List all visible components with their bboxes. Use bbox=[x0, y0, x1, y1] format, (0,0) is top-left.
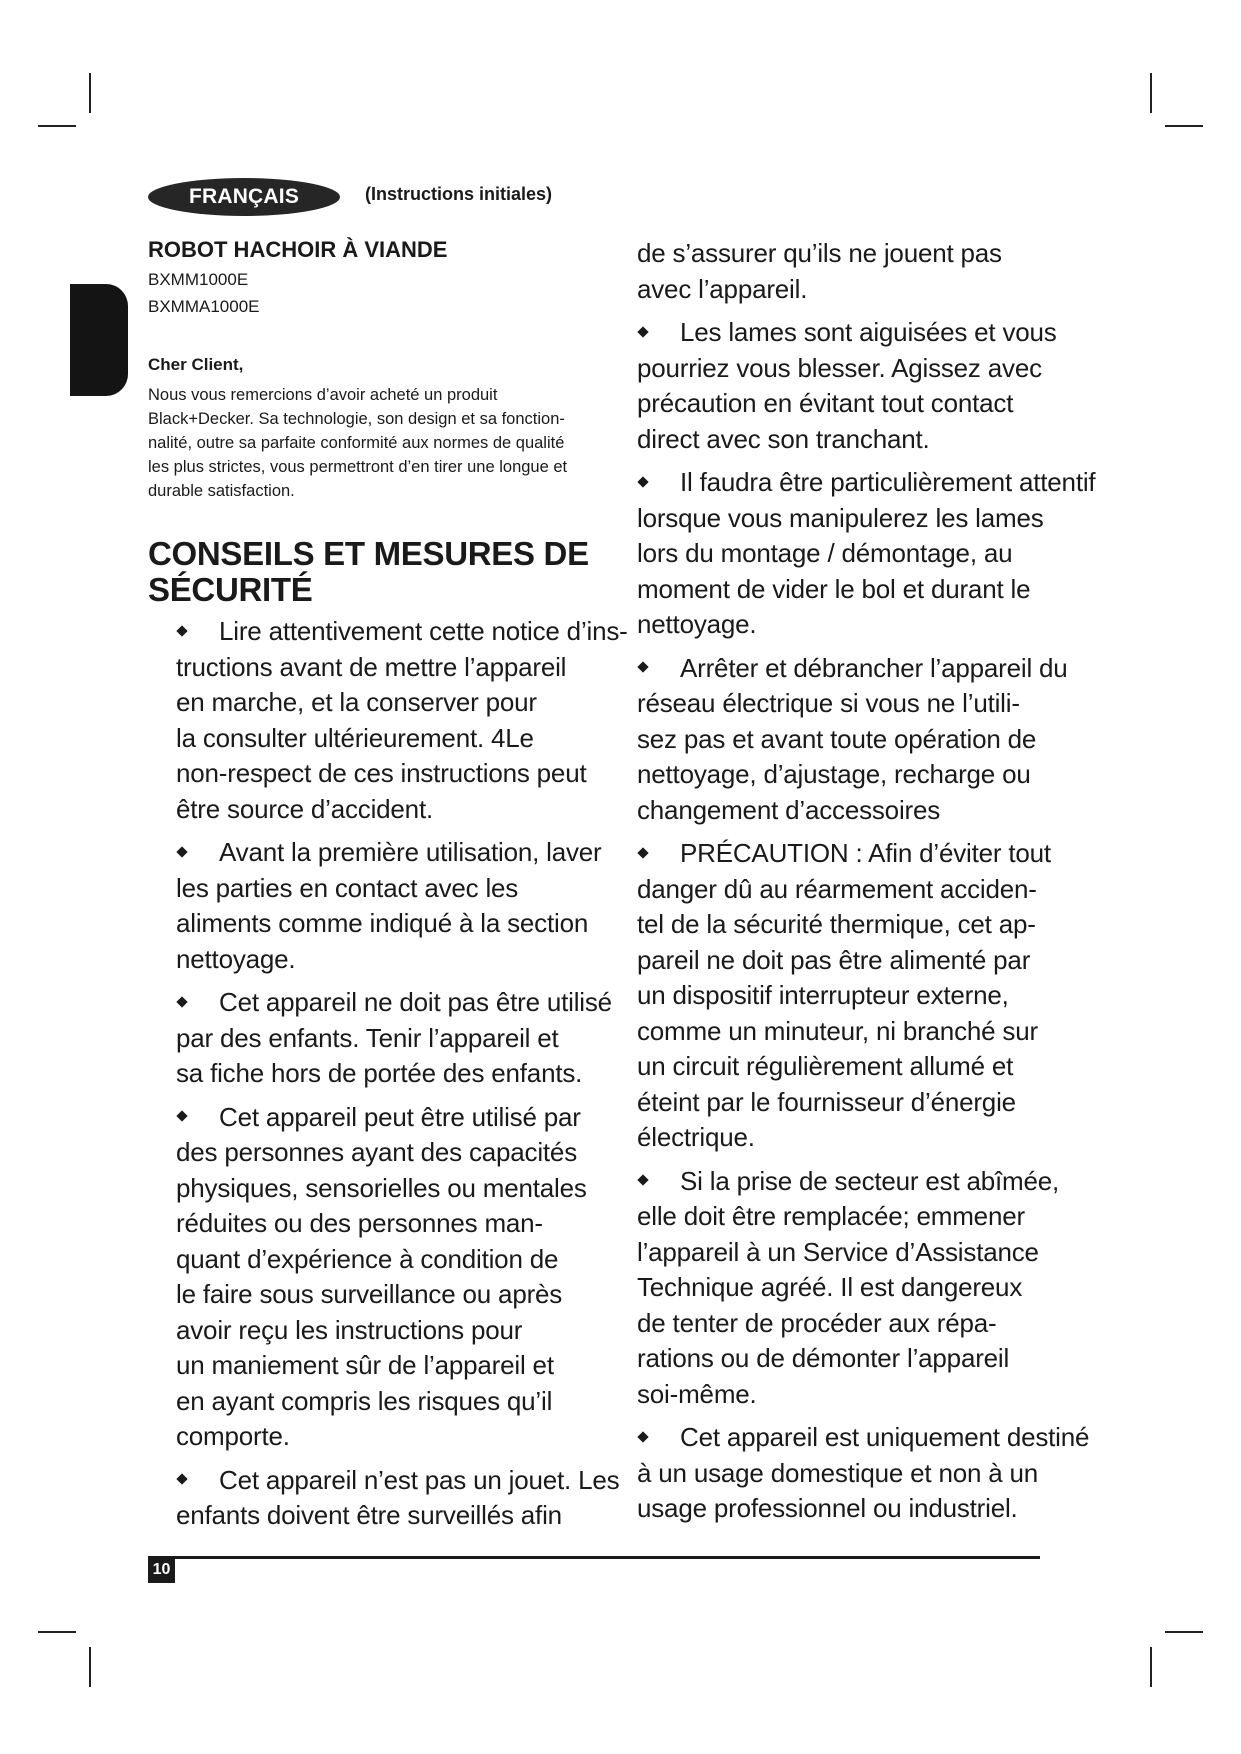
text-line: tructions avant de mettre l’appareil bbox=[176, 651, 567, 682]
text-line: à un usage domestique et non à un bbox=[637, 1457, 1039, 1488]
bullet-item bbox=[176, 1100, 636, 1455]
bullet-first-line: Cet appareil peut être utilisé par bbox=[219, 1101, 581, 1132]
text-line: non-respect de ces instructions peut bbox=[176, 758, 587, 788]
text-line: le faire sous surveillance ou après bbox=[176, 1279, 563, 1309]
text-line: pourriez vous blesser. Agissez avec bbox=[637, 352, 1042, 383]
bullet-diamond-icon bbox=[637, 661, 648, 672]
text-line: lorsque vous manipulerez les lames bbox=[637, 502, 1044, 533]
text-line bbox=[637, 1420, 1107, 1456]
text-line: réduites ou des personnes man- bbox=[176, 1208, 543, 1238]
text-line: en marche, et la conserver pour bbox=[176, 687, 537, 717]
text-line: avoir reçu les instructions pour bbox=[176, 1314, 523, 1345]
text-line: nettoyage, d’ajustage, recharge ou bbox=[637, 759, 1031, 789]
text-line: physiques, sensorielles ou mentales bbox=[176, 1172, 587, 1203]
bullet-item bbox=[637, 1164, 1107, 1413]
bullet-first-line: Lire attentivement cette notice d’ins- bbox=[219, 616, 628, 646]
intro-line: nalité, outre sa parfaite conformité aux normes de qualité bbox=[148, 434, 565, 452]
bullet-item bbox=[637, 315, 1107, 457]
intro-paragraph bbox=[148, 383, 588, 503]
bullet-first-line: Cet appareil ne doit pas être utilisé bbox=[219, 987, 612, 1017]
bullet-first-line: Si la prise de secteur est abîmée, bbox=[680, 1165, 1060, 1196]
footer-rule bbox=[148, 1556, 1040, 1559]
bullet-first-line: Cet appareil est uniquement destiné bbox=[680, 1422, 1090, 1452]
crop-mark bbox=[1150, 73, 1152, 113]
section-heading bbox=[148, 536, 589, 608]
bullet-first-line: Il faudra être particulièrement attentif bbox=[680, 467, 1096, 497]
bullet-diamond-icon bbox=[176, 846, 187, 857]
bullet-first-line: Cet appareil n’est pas un jouet. Les bbox=[219, 1464, 620, 1495]
bullet-diamond-icon bbox=[176, 996, 187, 1007]
bullet-first-line: PRÉCAUTION : Afin d’éviter tout bbox=[680, 838, 1051, 868]
text-line: la consulter ultérieurement. 4Le bbox=[176, 722, 534, 753]
text-line bbox=[637, 315, 1107, 351]
bullet-item bbox=[176, 614, 636, 827]
text-line: nettoyage. bbox=[637, 609, 757, 639]
text-line: lors du montage / démontage, au bbox=[637, 538, 1013, 568]
model-number: BXMMA1000E bbox=[148, 297, 260, 316]
text-line: comporte. bbox=[176, 1421, 290, 1451]
text-line: danger dû au réarmement acciden- bbox=[637, 873, 1037, 904]
crop-mark bbox=[1165, 125, 1203, 127]
text-line bbox=[176, 614, 636, 650]
text-line: éteint par le fournisseur d’énergie bbox=[637, 1086, 1016, 1117]
text-line: un maniement sûr de l’appareil et bbox=[176, 1350, 554, 1380]
text-line: électrique. bbox=[637, 1122, 755, 1152]
bullet-diamond-icon bbox=[176, 625, 187, 636]
language-edge-tab bbox=[70, 284, 128, 396]
text-line: comme un minuteur, ni branché sur bbox=[637, 1015, 1038, 1046]
model-number: BXMM1000E bbox=[148, 270, 249, 289]
intro-line: les plus strictes, vous permettront d’en tirer une longue et bbox=[148, 458, 568, 476]
bullet-item bbox=[176, 985, 636, 1092]
text-line: des personnes ayant des capacités bbox=[176, 1137, 577, 1167]
text-line: en ayant compris les risques qu’il bbox=[176, 1385, 553, 1416]
page-number: 10 bbox=[148, 1557, 175, 1583]
text-line bbox=[637, 1164, 1107, 1200]
text-line: soi-même. bbox=[637, 1378, 757, 1409]
bullet-item bbox=[176, 835, 636, 977]
bullet-item bbox=[637, 465, 1107, 643]
text-line: sez pas et avant toute opération de bbox=[637, 723, 1037, 754]
text-line bbox=[176, 835, 636, 871]
bullet-item bbox=[637, 1420, 1107, 1527]
bullet-diamond-icon bbox=[176, 1473, 187, 1484]
intro-line: Nous vous remercions d’avoir acheté un produit bbox=[148, 386, 498, 404]
text-line bbox=[637, 465, 1107, 501]
intro-line: Black+Decker. Sa technologie, son design et sa fonction- bbox=[148, 410, 565, 428]
text-line: l’appareil à un Service d’Assistance bbox=[637, 1236, 1039, 1267]
text-line: tel de la sécurité thermique, cet ap- bbox=[637, 909, 1036, 939]
text-line: un dispositif interrupteur externe, bbox=[637, 980, 1009, 1010]
text-line: aliments comme indiqué à la section bbox=[176, 908, 589, 938]
text-line bbox=[637, 651, 1107, 687]
right-bullet-list bbox=[637, 315, 1107, 1527]
text-line: être source d’accident. bbox=[176, 793, 433, 824]
bullet-diamond-icon bbox=[637, 476, 648, 487]
crop-mark bbox=[89, 73, 91, 113]
left-column bbox=[176, 614, 636, 1542]
text-line: direct avec son tranchant. bbox=[637, 423, 930, 454]
text-line: elle doit être remplacée; emmener bbox=[637, 1201, 1025, 1231]
text-line bbox=[176, 1463, 636, 1499]
greeting: Cher Client, bbox=[148, 355, 244, 374]
section-heading-line: SÉCURITÉ bbox=[148, 571, 313, 608]
language-subtitle: (Instructions initiales) bbox=[365, 184, 553, 204]
text-line bbox=[176, 985, 636, 1021]
bullet-item bbox=[637, 836, 1107, 1156]
crop-mark bbox=[38, 125, 76, 127]
language-badge: FRANÇAIS bbox=[148, 178, 340, 216]
text-line: usage professionnel ou industriel. bbox=[637, 1493, 1018, 1523]
intro-line: durable satisfaction. bbox=[148, 482, 295, 500]
text-line: les parties en contact avec les bbox=[176, 872, 519, 903]
text-line: sa fiche hors de portée des enfants. bbox=[176, 1058, 583, 1088]
crop-mark bbox=[38, 1631, 76, 1633]
crop-mark bbox=[1150, 1647, 1152, 1687]
bullet-first-line: Arrêter et débrancher l’appareil du bbox=[680, 652, 1068, 683]
text-line: de s’assurer qu’ils ne jouent pas bbox=[637, 238, 1002, 268]
crop-mark bbox=[89, 1647, 91, 1687]
bullet-diamond-icon bbox=[176, 1110, 187, 1121]
product-title: ROBOT HACHOIR À VIANDE bbox=[148, 237, 448, 262]
right-column bbox=[637, 236, 1107, 1535]
crop-mark bbox=[1165, 1631, 1203, 1633]
bullet-diamond-icon bbox=[637, 847, 648, 858]
section-heading-line: CONSEILS ET MESURES DE bbox=[148, 535, 589, 572]
bullet-first-line: Les lames sont aiguisées et vous bbox=[680, 317, 1057, 347]
text-line bbox=[637, 836, 1107, 872]
text-line: changement d’accessoires bbox=[637, 794, 941, 825]
text-line: un circuit régulièrement allumé et bbox=[637, 1051, 1014, 1081]
text-line: nettoyage. bbox=[176, 943, 296, 974]
text-line: réseau électrique si vous ne l’utili- bbox=[637, 688, 1020, 718]
text-line: quant d’expérience à condition de bbox=[176, 1243, 559, 1274]
text-line: par des enfants. Tenir l’appareil et bbox=[176, 1022, 559, 1053]
text-line: moment de vider le bol et durant le bbox=[637, 573, 1031, 604]
bullet-item bbox=[637, 651, 1107, 829]
bullet-item bbox=[176, 1463, 636, 1534]
text-line bbox=[176, 1100, 636, 1136]
text-line: rations ou de démonter l’appareil bbox=[637, 1343, 1010, 1373]
continuation-text bbox=[637, 236, 1107, 307]
text-line: Technique agréé. Il est dangereux bbox=[637, 1272, 1023, 1302]
bullet-first-line: Avant la première utilisation, laver bbox=[219, 837, 602, 867]
text-line: enfants doivent être surveillés afin bbox=[176, 1500, 562, 1530]
bullet-diamond-icon bbox=[637, 1431, 648, 1442]
text-line: avec l’appareil. bbox=[637, 273, 808, 304]
text-line: pareil ne doit pas être alimenté par bbox=[637, 944, 1031, 975]
text-line: précaution en évitant tout contact bbox=[637, 388, 1014, 418]
text-line: de tenter de procéder aux répa- bbox=[637, 1307, 997, 1338]
bullet-diamond-icon bbox=[637, 1174, 648, 1185]
bullet-diamond-icon bbox=[637, 326, 648, 337]
